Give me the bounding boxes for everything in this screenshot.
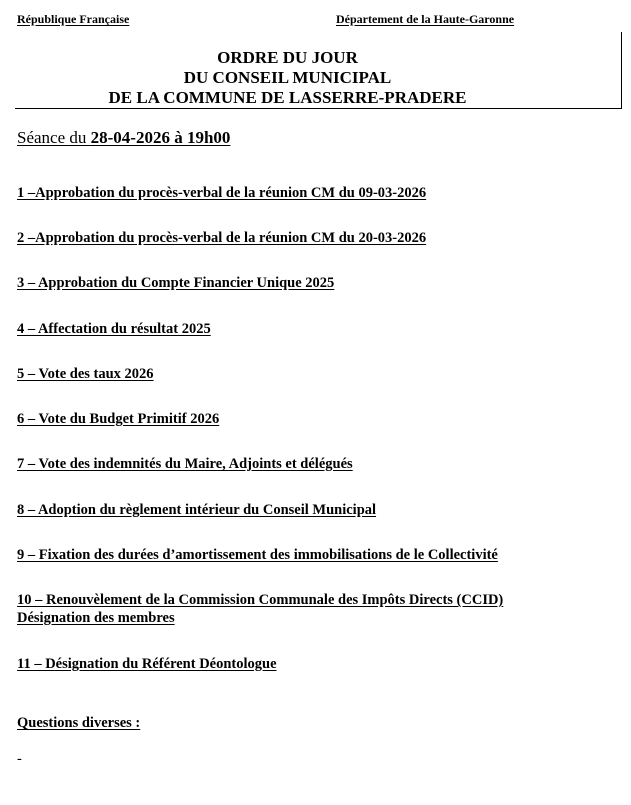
agenda-item-2: 2 –Approbation du procès-verbal de la réunion CM du 20-03-2026 [17,230,427,246]
title-line-1: ORDRE DU JOUR [217,48,358,67]
title-line-3: DE LA COMMUNE DE LASSERRE-PRADERE [108,88,467,107]
agenda-item-6: 6 – Vote du Budget Primitif 2026 [17,411,220,427]
questions-diverses-label: Questions diverses : [17,715,141,731]
title-line-2: DU CONSEIL MUNICIPAL [183,68,392,87]
header-departement: Département de la Haute-Garonne [336,12,515,26]
seance-datetime: 28-04-2026 à 19h00 [90,128,231,147]
agenda-item-11: 11 – Désignation du Référent Déontologue [17,656,277,672]
seance-date [17,128,230,148]
agenda-item-10: 10 – Renouvèlement de la Commission Communale des Impôts Directs (CCID) [17,592,504,608]
agenda-item-10-continued: Désignation des membres [17,610,175,626]
agenda-item-8: 8 – Adoption du règlement intérieur du Conseil Municipal [17,502,377,518]
agenda-item-7: 7 – Vote des indemnités du Maire, Adjoints et délégués [17,456,353,472]
questions-dash: - [17,751,22,767]
agenda-item-9: 9 – Fixation des durées d’amortissement des immobilisations de le Collectivité [17,547,498,563]
agenda-item-1: 1 –Approbation du procès-verbal de la réunion CM du 09-03-2026 [17,185,427,201]
agenda-item-4: 4 – Affectation du résultat 2025 [17,321,211,337]
agenda-item-5: 5 – Vote des taux 2026 [17,366,154,382]
header-republique: République Française [17,12,130,26]
seance-prefix: Séance du [17,128,91,147]
title-block [15,32,622,109]
agenda-item-3: 3 – Approbation du Compte Financier Unique 2025 [17,275,335,291]
